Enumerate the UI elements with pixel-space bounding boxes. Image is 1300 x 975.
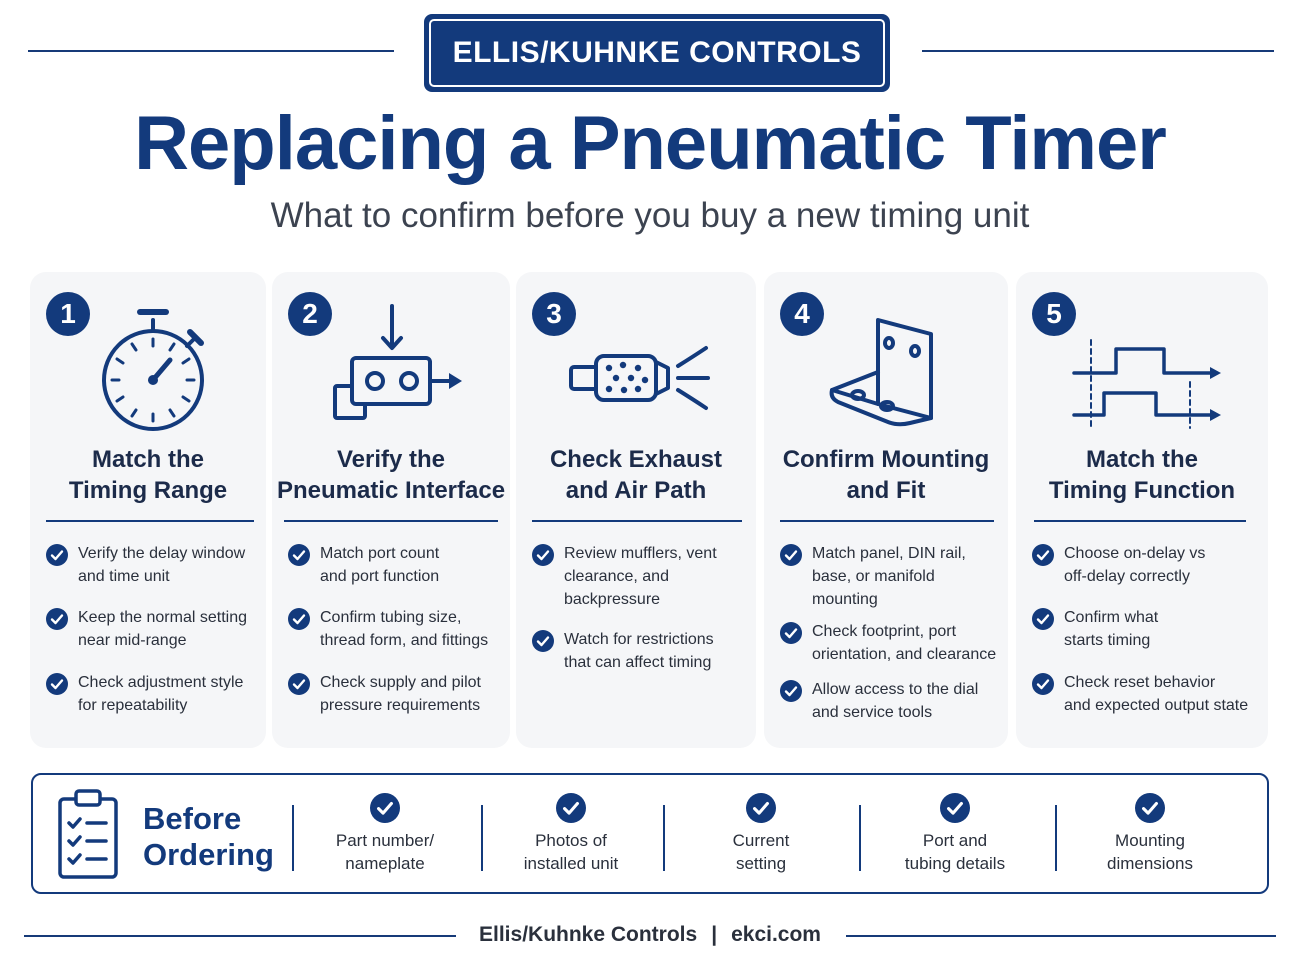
pneumatic-ports-icon — [272, 300, 510, 440]
card-timing-function — [1016, 272, 1268, 748]
check-icon — [288, 544, 310, 566]
check-icon — [1032, 544, 1054, 566]
before-ordering-title: Before Ordering — [143, 801, 274, 872]
check-icon — [940, 793, 970, 823]
card-title: Check Exhaust and Air Path — [549, 446, 723, 504]
card-divider — [780, 520, 994, 522]
divider — [481, 805, 483, 871]
brand-name: ELLIS/KUHNKE CONTROLS — [452, 36, 862, 69]
check-icon — [1032, 608, 1054, 630]
list-item: Check supply and pilot pressure requirements — [288, 671, 502, 717]
checklist-item-part-number: Part number/ nameplate — [305, 793, 465, 875]
step-number: 5 — [1032, 292, 1076, 336]
checklist-item-mounting-dimensions: Mounting dimensions — [1070, 793, 1230, 875]
card-divider — [284, 520, 498, 522]
brand-badge — [424, 14, 890, 92]
divider — [663, 805, 665, 871]
check-icon — [780, 680, 802, 702]
list-item: Watch for restrictions that can affect timing — [532, 628, 748, 674]
check-icon — [46, 544, 68, 566]
list-item: Match port count and port function — [288, 542, 502, 606]
list-item: Confirm tubing size, thread form, and fittings — [288, 606, 502, 671]
list-item: Check reset behavior and expected output state — [1032, 671, 1260, 717]
header-rule-right — [922, 50, 1274, 52]
divider — [292, 805, 294, 871]
card-title: Verify the Pneumatic Interface — [276, 446, 506, 504]
check-icon — [780, 622, 802, 644]
list-item: Review mufflers, vent clearance, and backpressure — [532, 542, 748, 628]
stopwatch-icon — [30, 300, 266, 440]
card-divider — [532, 520, 742, 522]
list-item: Allow access to the dial and service tools — [780, 678, 1000, 724]
mounting-bracket-icon — [764, 300, 1008, 440]
list-item: Verify the delay window and time unit — [46, 542, 258, 606]
check-icon — [46, 673, 68, 695]
step-number: 2 — [288, 292, 332, 336]
page-subtitle: What to confirm before you buy a new timing unit — [270, 196, 1030, 235]
card-mounting-fit — [764, 272, 1008, 748]
check-icon — [746, 793, 776, 823]
check-icon — [780, 544, 802, 566]
list-item: Choose on-delay vs off-delay correctly — [1032, 542, 1260, 606]
card-exhaust-air-path — [516, 272, 756, 748]
card-divider — [1034, 520, 1246, 522]
check-icon — [532, 544, 554, 566]
clipboard-checklist-icon — [55, 785, 123, 881]
card-title: Match the Timing Function — [1048, 446, 1236, 504]
card-title: Confirm Mounting and Fit — [782, 446, 990, 504]
list-item: Keep the normal setting near mid-range — [46, 606, 258, 671]
before-ordering-panel — [31, 773, 1269, 894]
card-divider — [46, 520, 254, 522]
checklist-item-current-setting: Current setting — [681, 793, 841, 875]
footer — [0, 923, 1300, 947]
check-icon — [532, 630, 554, 652]
check-icon — [1135, 793, 1165, 823]
card-pneumatic-interface — [272, 272, 510, 748]
checklist-item-photos: Photos of installed unit — [491, 793, 651, 875]
card-title: Match the Timing Range — [68, 446, 228, 504]
check-icon — [370, 793, 400, 823]
check-icon — [1032, 673, 1054, 695]
check-icon — [46, 608, 68, 630]
footer-separator: | — [711, 923, 718, 946]
check-icon — [288, 673, 310, 695]
page-title: Replacing a Pneumatic Timer — [134, 101, 1166, 186]
card-timing-range — [30, 272, 266, 748]
list-item: Confirm what starts timing — [1032, 606, 1260, 671]
divider — [1055, 805, 1057, 871]
step-number: 3 — [532, 292, 576, 336]
divider — [859, 805, 861, 871]
step-number: 1 — [46, 292, 90, 336]
footer-company: Ellis/Kuhnke Controls — [479, 923, 698, 946]
muffler-exhaust-icon — [516, 300, 756, 440]
check-icon — [556, 793, 586, 823]
footer-website: ekci.com — [731, 923, 821, 946]
check-icon — [288, 608, 310, 630]
list-item: Check footprint, port orientation, and clearance — [780, 620, 1000, 678]
step-number: 4 — [780, 292, 824, 336]
timing-diagram-icon — [1016, 300, 1268, 440]
list-item: Match panel, DIN rail, base, or manifold mounting — [780, 542, 1000, 620]
list-item: Check adjustment style for repeatability — [46, 671, 258, 717]
checklist-item-port-tubing: Port and tubing details — [875, 793, 1035, 875]
header-rule-left — [28, 50, 394, 52]
